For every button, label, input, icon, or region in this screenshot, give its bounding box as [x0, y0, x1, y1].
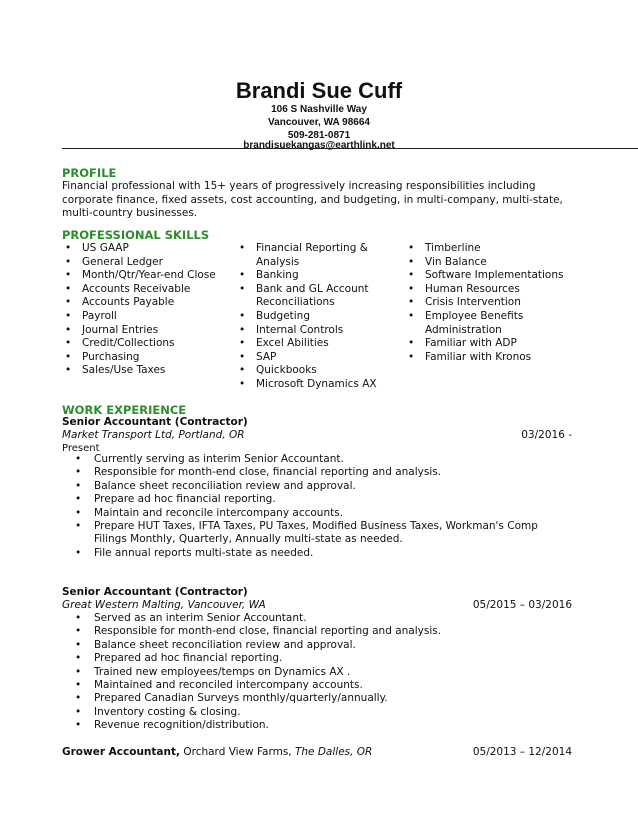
skill-item: • Employee Benefits Administration	[405, 310, 595, 337]
skill-item: • Familiar with ADP	[405, 337, 595, 351]
job-bullet: • Served as an interim Senior Accountant.	[72, 612, 552, 625]
skill-item: • Payroll	[62, 310, 240, 324]
city-state-zip: Vancouver, WA 98664	[268, 117, 370, 128]
job1-company-line	[62, 429, 572, 441]
job-bullet: • Balance sheet reconciliation review and approval.	[72, 639, 552, 652]
skill-item: • Vin Balance	[405, 256, 595, 270]
profile-text: Financial professional with 15+ years of progressively increasing responsibilities including corporate finance, fixed assets, cost accounting, and budgeting, in multi-company, multi-state, multi-country businesses.	[62, 180, 563, 219]
skill-item: • Quickbooks	[236, 364, 404, 378]
job-bullet: • Currently serving as interim Senior Accountant.	[72, 453, 552, 466]
skill-item: • Journal Entries	[62, 324, 240, 338]
skill-item: • Credit/Collections	[62, 337, 240, 351]
skill-item: • Timberline	[405, 242, 595, 256]
job-bullet: • Prepare HUT Taxes, IFTA Taxes, PU Taxes, Modified Business Taxes, Workman's Comp Filings Monthly, Quarterly, Annually multi-state as needed.	[72, 520, 552, 547]
skill-item: • Software Implementations	[405, 269, 595, 283]
job1-date-continued: Present	[62, 443, 100, 454]
header-divider	[62, 148, 638, 149]
job-bullet: • Prepared Canadian Surveys monthly/quarterly/annually.	[72, 692, 552, 705]
job2-date: 05/2015 – 03/2016	[472, 599, 572, 611]
skill-item: • Budgeting	[236, 310, 404, 324]
job3-line	[62, 746, 572, 758]
job2-title: Senior Accountant (Contractor)	[62, 586, 248, 598]
job3-date: 05/2013 – 12/2014	[472, 746, 572, 758]
street-address: 106 S Nashville Way	[271, 104, 367, 115]
skill-item: • Accounts Payable	[62, 296, 240, 310]
skill-item: • Crisis Intervention	[405, 296, 595, 310]
job1-company: Market Transport Ltd, Portland, OR	[62, 429, 245, 441]
skill-item: • Internal Controls	[236, 324, 404, 338]
skill-item: • Microsoft Dynamics AX	[236, 378, 404, 392]
skills-column-2	[236, 242, 404, 392]
job-bullet: • Maintain and reconcile intercompany accounts.	[72, 507, 552, 520]
job2-bullets	[72, 612, 552, 733]
skill-item: • Human Resources	[405, 283, 595, 297]
job-bullet: • Maintained and reconciled intercompany accounts.	[72, 679, 552, 692]
skill-item: • Excel Abilities	[236, 337, 404, 351]
skill-item: • US GAAP	[62, 242, 240, 256]
job-bullet: • Responsible for month-end close, financial reporting and analysis.	[72, 625, 552, 638]
skill-item: • Banking	[236, 269, 404, 283]
skill-item: • Financial Reporting & Analysis	[236, 242, 404, 269]
job-bullet: • Revenue recognition/distribution.	[72, 719, 552, 732]
job2-company-line	[62, 599, 572, 611]
job-bullet: • Inventory costing & closing.	[72, 706, 552, 719]
skills-column-1	[62, 242, 240, 378]
candidate-name: Brandi Sue Cuff	[235, 78, 403, 103]
job-bullet: • Balance sheet reconciliation review and approval.	[72, 480, 552, 493]
skills-column-3	[405, 242, 595, 364]
job1-title: Senior Accountant (Contractor)	[62, 416, 248, 428]
job-bullet: • Prepared ad hoc financial reporting.	[72, 652, 552, 665]
skill-item: • Sales/Use Taxes	[62, 364, 240, 378]
job3-location: The Dalles, OR	[294, 746, 373, 758]
job-bullet: • Trained new employees/temps on Dynamics AX .	[72, 666, 552, 679]
job1-bullets	[72, 453, 552, 560]
skill-item: • SAP	[236, 351, 404, 365]
skill-item: • Accounts Receivable	[62, 283, 240, 297]
work-heading: WORK EXPERIENCE	[62, 403, 187, 417]
profile-heading: PROFILE	[62, 166, 117, 180]
job-bullet: • Prepare ad hoc financial reporting.	[72, 493, 552, 506]
email-address[interactable]: brandisuekangas@earthlink.net	[243, 140, 395, 151]
job3-title: Grower Accountant,	[62, 746, 180, 758]
phone-number: 509-281-0871	[287, 130, 351, 141]
skills-heading: PROFESSIONAL SKILLS	[62, 228, 210, 242]
job1-date: 03/2016 -	[521, 429, 572, 441]
job-bullet: • Responsible for month-end close, financial reporting and analysis.	[72, 466, 552, 479]
skill-item: • Familiar with Kronos	[405, 351, 595, 365]
job-bullet: • File annual reports multi-state as needed.	[72, 547, 552, 560]
job3-company: Orchard View Farms,	[183, 746, 292, 758]
skill-item: • Bank and GL Account Reconciliations	[236, 283, 404, 310]
job2-company: Great Western Malting, Vancouver, WA	[62, 599, 266, 611]
skill-item: • Month/Qtr/Year-end Close	[62, 269, 240, 283]
skill-item: • General Ledger	[62, 256, 240, 270]
skill-item: • Purchasing	[62, 351, 240, 365]
